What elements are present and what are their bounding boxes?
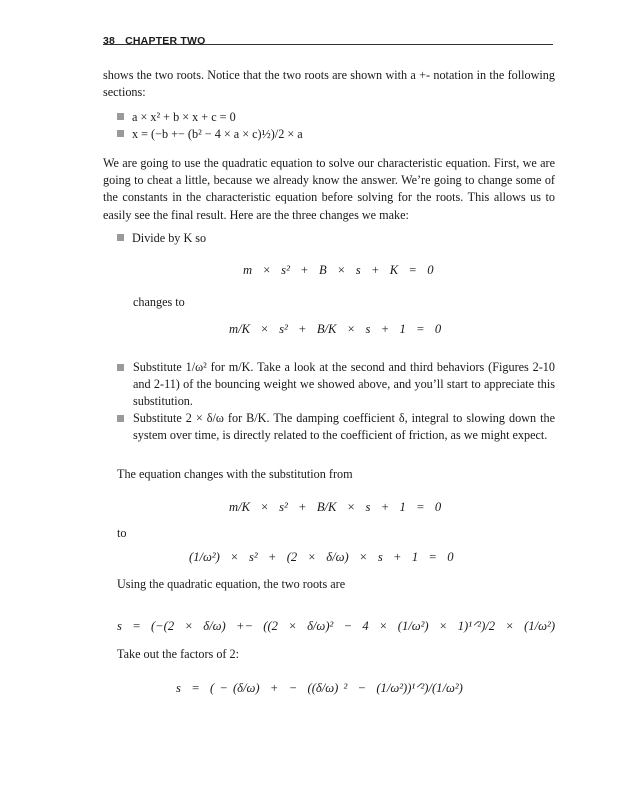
bullet-divide xyxy=(117,230,206,247)
equation-6: s = ( − (δ/ω) + − ((δ/ω) ² − (1/ω²))¹ᐟ²)/(1/ω²) xyxy=(176,681,463,695)
bullet-substitute-delta xyxy=(117,410,555,444)
bullet-square-icon xyxy=(117,113,124,120)
equation-1: m × s² + B × s + K = 0 xyxy=(243,263,434,277)
equation-2: m/K × s² + B/K × s + 1 = 0 xyxy=(229,322,442,336)
changes-to-label: changes to xyxy=(133,295,185,309)
formula-bullet-2 xyxy=(117,126,303,143)
paragraph-substitution: The equation changes with the substitution from xyxy=(117,467,353,481)
paragraph-factors: Take out the factors of 2: xyxy=(117,647,239,661)
page-number: 38 xyxy=(103,35,116,47)
paragraph-explanation: We are going to use the quadratic equation to solve our characteristic equation. First, we are going to cheat a little, because we already know the answer. We’re going to change some of the constants in the characteristic equation before solving for the roots. This allows us to easily see the final result. Here are the three changes we make: xyxy=(103,156,555,222)
equation-4: (1/ω²) × s² + (2 × δ/ω) × s + 1 = 0 xyxy=(189,550,454,564)
equation-3: m/K × s² + B/K × s + 1 = 0 xyxy=(229,500,442,514)
bullet-square-icon xyxy=(117,364,124,371)
equation-5: s = (−(2 × δ/ω) +− ((2 × δ/ω)² − 4 × (1/ω²) × 1)¹ᐟ²)/2 × (1/ω²) xyxy=(117,619,556,633)
formula-quadratic: a × x² + b × x + c = 0 xyxy=(132,110,236,124)
bullet-substitute-delta-text: Substitute 2 × δ/ω for B/K. The damping coefficient δ, integral to slowing down the system over time, is directly related to the coefficient of friction, as we might expect. xyxy=(133,411,555,443)
bullet-substitute-omega xyxy=(117,359,555,411)
running-header xyxy=(103,31,553,45)
bullet-substitute-omega-text: Substitute 1/ω² for m/K. Take a look at the second and third behaviors (Figures 2-10 and 2-11) of the bouncing weight we showed above, and you’ll start to appreciate this substitution. xyxy=(133,360,555,409)
formula-roots: x = (−b +− (b² − 4 × a × c)½)/2 × a xyxy=(132,127,303,141)
paragraph-intro: shows the two roots. Notice that the two roots are shown with a +- notation in the following sections: xyxy=(103,68,555,100)
paragraph-roots: Using the quadratic equation, the two roots are xyxy=(117,577,346,591)
bullet-square-icon xyxy=(117,415,124,422)
formula-bullet-1 xyxy=(117,109,236,126)
chapter-title: CHAPTER TWO xyxy=(125,35,206,47)
bullet-square-icon xyxy=(117,130,124,137)
bullet-square-icon xyxy=(117,234,124,241)
bullet-divide-text: Divide by K so xyxy=(132,231,207,245)
to-label: to xyxy=(117,526,127,540)
